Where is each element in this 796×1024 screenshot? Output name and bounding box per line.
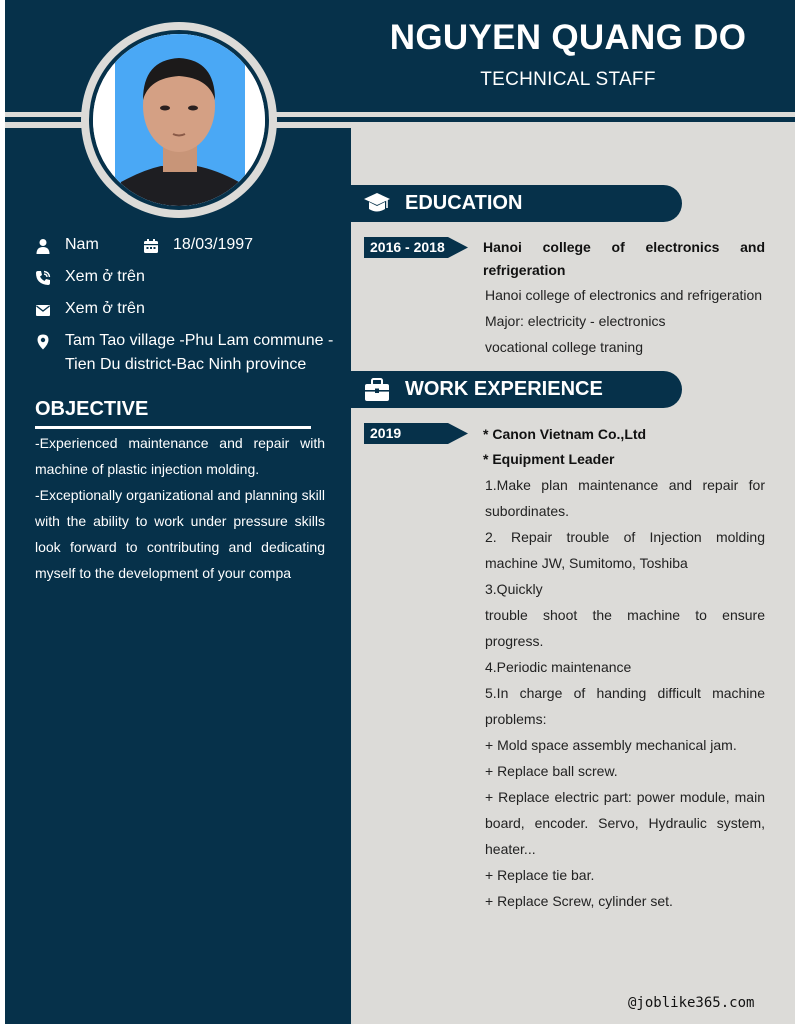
education-header <box>351 185 682 222</box>
birthdate-text: 18/03/1997 <box>173 236 254 253</box>
objective-title: OBJECTIVE <box>35 398 149 420</box>
work-position: * Equipment Leader <box>483 451 615 467</box>
candidate-name: NGUYEN QUANG DO <box>389 18 747 57</box>
education-line: Hanoi college of electronics and refrigeration <box>485 287 763 303</box>
work-line: + Mold space assembly mechanical jam. <box>485 737 737 753</box>
graduation-cap-icon <box>363 191 391 217</box>
work-line: 5.In charge of handing difficult machine problems: <box>485 685 765 727</box>
birthdate-row <box>143 236 253 257</box>
work-title: WORK EXPERIENCE <box>405 378 603 400</box>
work-line: + Replace electric part: power module, main board, encoder. Servo, Hydraulic system, heater... <box>485 789 765 857</box>
address-line-2: Tien Du district-Bac Ninh province <box>65 356 307 373</box>
address-row <box>35 332 333 377</box>
objective-line: -Experienced maintenance and repair with machine of plastic injection molding. <box>35 435 325 477</box>
work-line: 4.Periodic maintenance <box>485 659 632 675</box>
work-line: + Replace ball screw. <box>485 763 618 779</box>
email-text: Xem ở trên <box>65 300 145 317</box>
briefcase-icon <box>363 377 391 403</box>
education-line: vocational college traning <box>485 339 643 355</box>
work-details <box>485 472 765 914</box>
work-company: * Canon Vietnam Co.,Ltd <box>483 426 647 442</box>
objective-underline <box>35 426 311 429</box>
work-header <box>351 371 682 408</box>
job-title: TECHNICAL STAFF <box>480 69 656 90</box>
portrait-photo <box>93 34 265 206</box>
phone-text: Xem ở trên <box>65 268 145 285</box>
education-title: EDUCATION <box>405 192 523 214</box>
work-line: + Replace tie bar. <box>485 867 595 883</box>
education-date-tag <box>364 237 468 258</box>
gender-text: Nam <box>65 236 99 253</box>
envelope-icon <box>35 302 51 318</box>
email-row <box>35 300 145 321</box>
work-line: 1.Make plan maintenance and repair for subordinates. <box>485 477 765 519</box>
address-text <box>65 329 333 377</box>
map-pin-icon <box>35 334 51 350</box>
objective-line: -Exceptionally organizational and planning skill with the ability to work under pressure skills look forward to contributing and dedicating myself to the development of your compa <box>35 487 325 581</box>
gender-row <box>35 236 99 257</box>
work-line: + Replace Screw, cylinder set. <box>485 893 673 909</box>
education-school: Hanoi college of electronics and refrigeration <box>483 239 765 278</box>
work-entry <box>483 422 765 914</box>
work-line: 2. Repair trouble of Injection molding machine JW, Sumitomo, Toshiba <box>485 529 765 571</box>
work-line: 3.Quickly <box>485 581 543 597</box>
work-date-tag <box>364 423 468 444</box>
education-details <box>485 282 765 360</box>
work-line: trouble shoot the machine to ensure progress. <box>485 607 765 649</box>
avatar <box>93 34 265 206</box>
work-period: 2019 <box>370 425 402 441</box>
phone-row <box>35 268 145 289</box>
calendar-icon <box>143 238 159 254</box>
education-line: Major: electricity - electronics <box>485 313 666 329</box>
address-line-1: Tam Tao village -Phu Lam commune - <box>65 332 334 349</box>
education-period: 2016 - 2018 <box>370 239 445 255</box>
education-entry <box>483 236 765 360</box>
resume-page <box>5 0 795 1024</box>
watermark: @joblike365.com <box>628 995 755 1011</box>
user-icon <box>35 238 51 254</box>
objective-text <box>35 430 325 586</box>
phone-icon <box>35 270 51 286</box>
